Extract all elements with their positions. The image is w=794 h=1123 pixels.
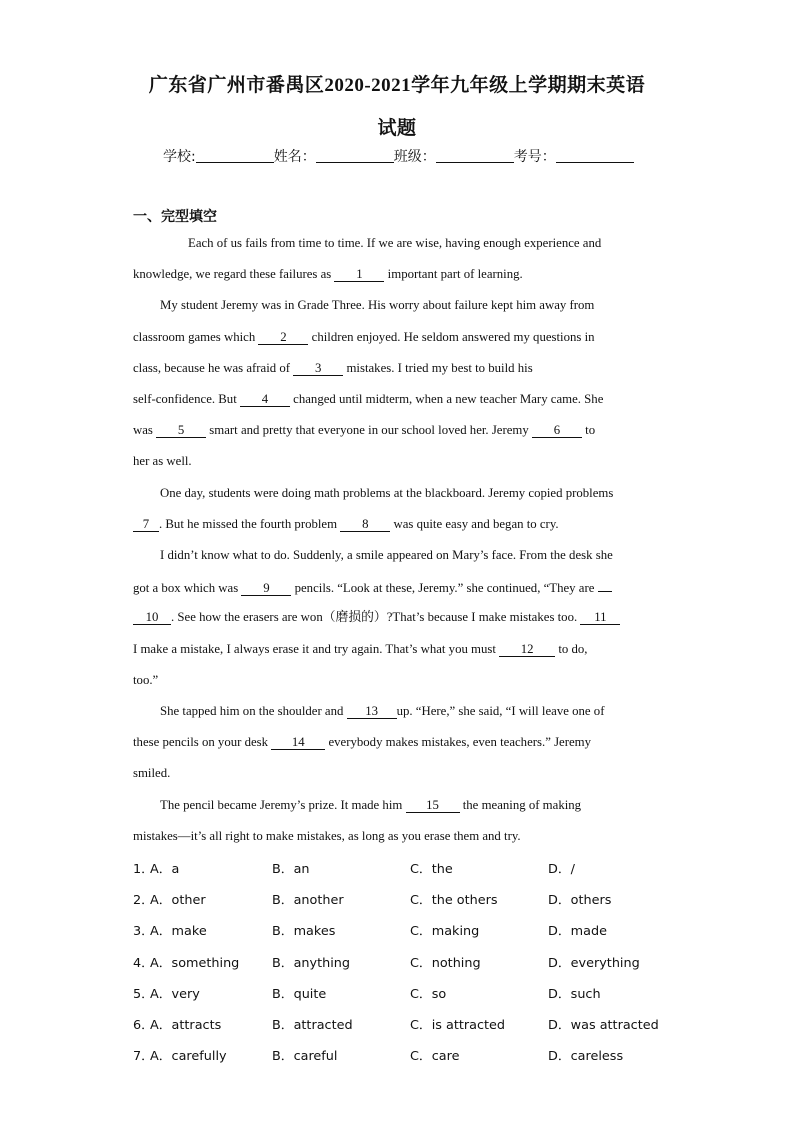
question-number: 2． bbox=[133, 893, 154, 908]
passage-line: her as well. bbox=[133, 454, 192, 468]
option-c[interactable]: C．so bbox=[410, 987, 447, 1002]
blank-7[interactable]: 7 bbox=[133, 517, 159, 532]
option-b[interactable]: B．another bbox=[272, 893, 344, 908]
question-number: 6． bbox=[133, 1018, 154, 1033]
number-label: 考号： bbox=[513, 149, 556, 165]
blank-3[interactable]: 3 bbox=[293, 361, 343, 376]
passage-line: classroom games which 2 children enjoyed. He seldom answered my questions in bbox=[133, 330, 595, 344]
passage-line: My student Jeremy was in Grade Three. His worry about failure kept him away from bbox=[160, 298, 595, 312]
name-label: 姓名： bbox=[273, 149, 316, 165]
option-a[interactable]: A．attracts bbox=[150, 1018, 222, 1033]
option-c[interactable]: C．care bbox=[410, 1049, 460, 1064]
option-d[interactable]: D．careless bbox=[548, 1049, 624, 1064]
option-c[interactable]: C．nothing bbox=[410, 956, 481, 971]
option-b[interactable]: B．makes bbox=[272, 924, 336, 939]
passage-line: Each of us fails from time to time. If we are wise, having enough experience and bbox=[188, 236, 602, 250]
passage-line: got a box which was 9 pencils. “Look at these, Jeremy.” she continued, “They are bbox=[133, 577, 612, 597]
passage-line: knowledge, we regard these failures as 1 important part of learning. bbox=[133, 267, 523, 281]
option-a[interactable]: A．very bbox=[150, 987, 200, 1002]
section-heading: 一、完型填空 bbox=[133, 209, 217, 225]
blank-2[interactable]: 2 bbox=[258, 330, 308, 345]
passage-line: I didn’t know what to do. Suddenly, a smile appeared on Mary’s face. From the desk she bbox=[160, 548, 613, 562]
question-number: 7． bbox=[133, 1049, 154, 1064]
class-blank[interactable] bbox=[436, 148, 514, 163]
option-c[interactable]: C．the others bbox=[410, 893, 498, 908]
passage-line: class, because he was afraid of 3 mistakes. I tried my best to build his bbox=[133, 361, 533, 375]
blank-1[interactable]: 1 bbox=[334, 267, 384, 282]
option-b[interactable]: B．careful bbox=[272, 1049, 338, 1064]
blank-4[interactable]: 4 bbox=[240, 392, 290, 407]
name-blank[interactable] bbox=[316, 148, 394, 163]
blank-13[interactable]: 13 bbox=[347, 704, 397, 719]
passage-line: I make a mistake, I always erase it and try again. That’s what you must 12 to do, bbox=[133, 642, 588, 656]
option-b[interactable]: B．attracted bbox=[272, 1018, 353, 1033]
option-d[interactable]: D．everything bbox=[548, 956, 640, 971]
passage-line: 7 . But he missed the fourth problem 8 was quite easy and began to cry. bbox=[133, 515, 559, 533]
passage-line: She tapped him on the shoulder and 13 up. “Here,” she said, “I will leave one of bbox=[160, 704, 605, 718]
question-number: 1． bbox=[133, 862, 154, 877]
option-d[interactable]: D．was attracted bbox=[548, 1018, 659, 1033]
option-a[interactable]: A．a bbox=[150, 862, 180, 877]
school-label: 学校: bbox=[163, 149, 196, 165]
question-number: 3． bbox=[133, 924, 154, 939]
option-d[interactable]: D．made bbox=[548, 924, 607, 939]
passage-line: these pencils on your desk 14 everybody makes mistakes, even teachers.” Jeremy bbox=[133, 735, 592, 749]
passage-line: The pencil became Jeremy’s prize. It made him 15 the meaning of making bbox=[160, 798, 582, 812]
option-b[interactable]: B．anything bbox=[272, 956, 351, 971]
blank-14[interactable]: 14 bbox=[271, 735, 325, 750]
option-b[interactable]: B．quite bbox=[272, 987, 327, 1002]
passage-line: 10 . See how the erasers are won（磨损的）?That’s because I make mistakes too. 11 bbox=[133, 608, 620, 626]
student-info-row bbox=[163, 146, 634, 166]
number-blank[interactable] bbox=[556, 148, 634, 163]
passage-line: was 5 smart and pretty that everyone in our school loved her. Jeremy 6 to bbox=[133, 423, 596, 437]
option-a[interactable]: A．something bbox=[150, 956, 240, 971]
class-label: 班级： bbox=[393, 149, 436, 165]
blank-5[interactable]: 5 bbox=[156, 423, 206, 438]
blank-10[interactable]: 10 bbox=[133, 610, 171, 625]
document-title: 广东省广州市番禺区2020-2021学年九年级上学期期末英语 bbox=[148, 75, 646, 96]
school-blank[interactable] bbox=[196, 148, 274, 163]
question-number: 4． bbox=[133, 956, 154, 971]
passage-line: mistakes—it’s all right to make mistakes, as long as you erase them and try. bbox=[133, 829, 521, 843]
option-b[interactable]: B．an bbox=[272, 862, 310, 877]
option-c[interactable]: C．making bbox=[410, 924, 480, 939]
question-number: 5． bbox=[133, 987, 154, 1002]
option-c[interactable]: C．is attracted bbox=[410, 1018, 506, 1033]
option-d[interactable]: D．others bbox=[548, 893, 612, 908]
document-title-continued: 试题 bbox=[377, 118, 417, 139]
option-a[interactable]: A．carefully bbox=[150, 1049, 227, 1064]
blank-6[interactable]: 6 bbox=[532, 423, 582, 438]
blank-8[interactable]: 8 bbox=[340, 517, 390, 532]
passage-line: smiled. bbox=[133, 766, 171, 780]
blank-15[interactable]: 15 bbox=[406, 798, 460, 813]
blank-11[interactable]: 11 bbox=[580, 610, 620, 625]
passage-line: self-confidence. But 4 changed until midterm, when a new teacher Mary came. She bbox=[133, 392, 604, 406]
option-c[interactable]: C．the bbox=[410, 862, 453, 877]
blank-10-start[interactable] bbox=[598, 577, 612, 592]
option-d[interactable]: D．such bbox=[548, 987, 601, 1002]
passage-line: too.” bbox=[133, 673, 159, 687]
passage-line: One day, students were doing math problems at the blackboard. Jeremy copied problems bbox=[160, 486, 614, 500]
blank-12[interactable]: 12 bbox=[499, 642, 555, 657]
blank-9[interactable]: 9 bbox=[241, 581, 291, 596]
option-a[interactable]: A．make bbox=[150, 924, 207, 939]
option-d[interactable]: D．/ bbox=[548, 862, 575, 877]
option-a[interactable]: A．other bbox=[150, 893, 206, 908]
